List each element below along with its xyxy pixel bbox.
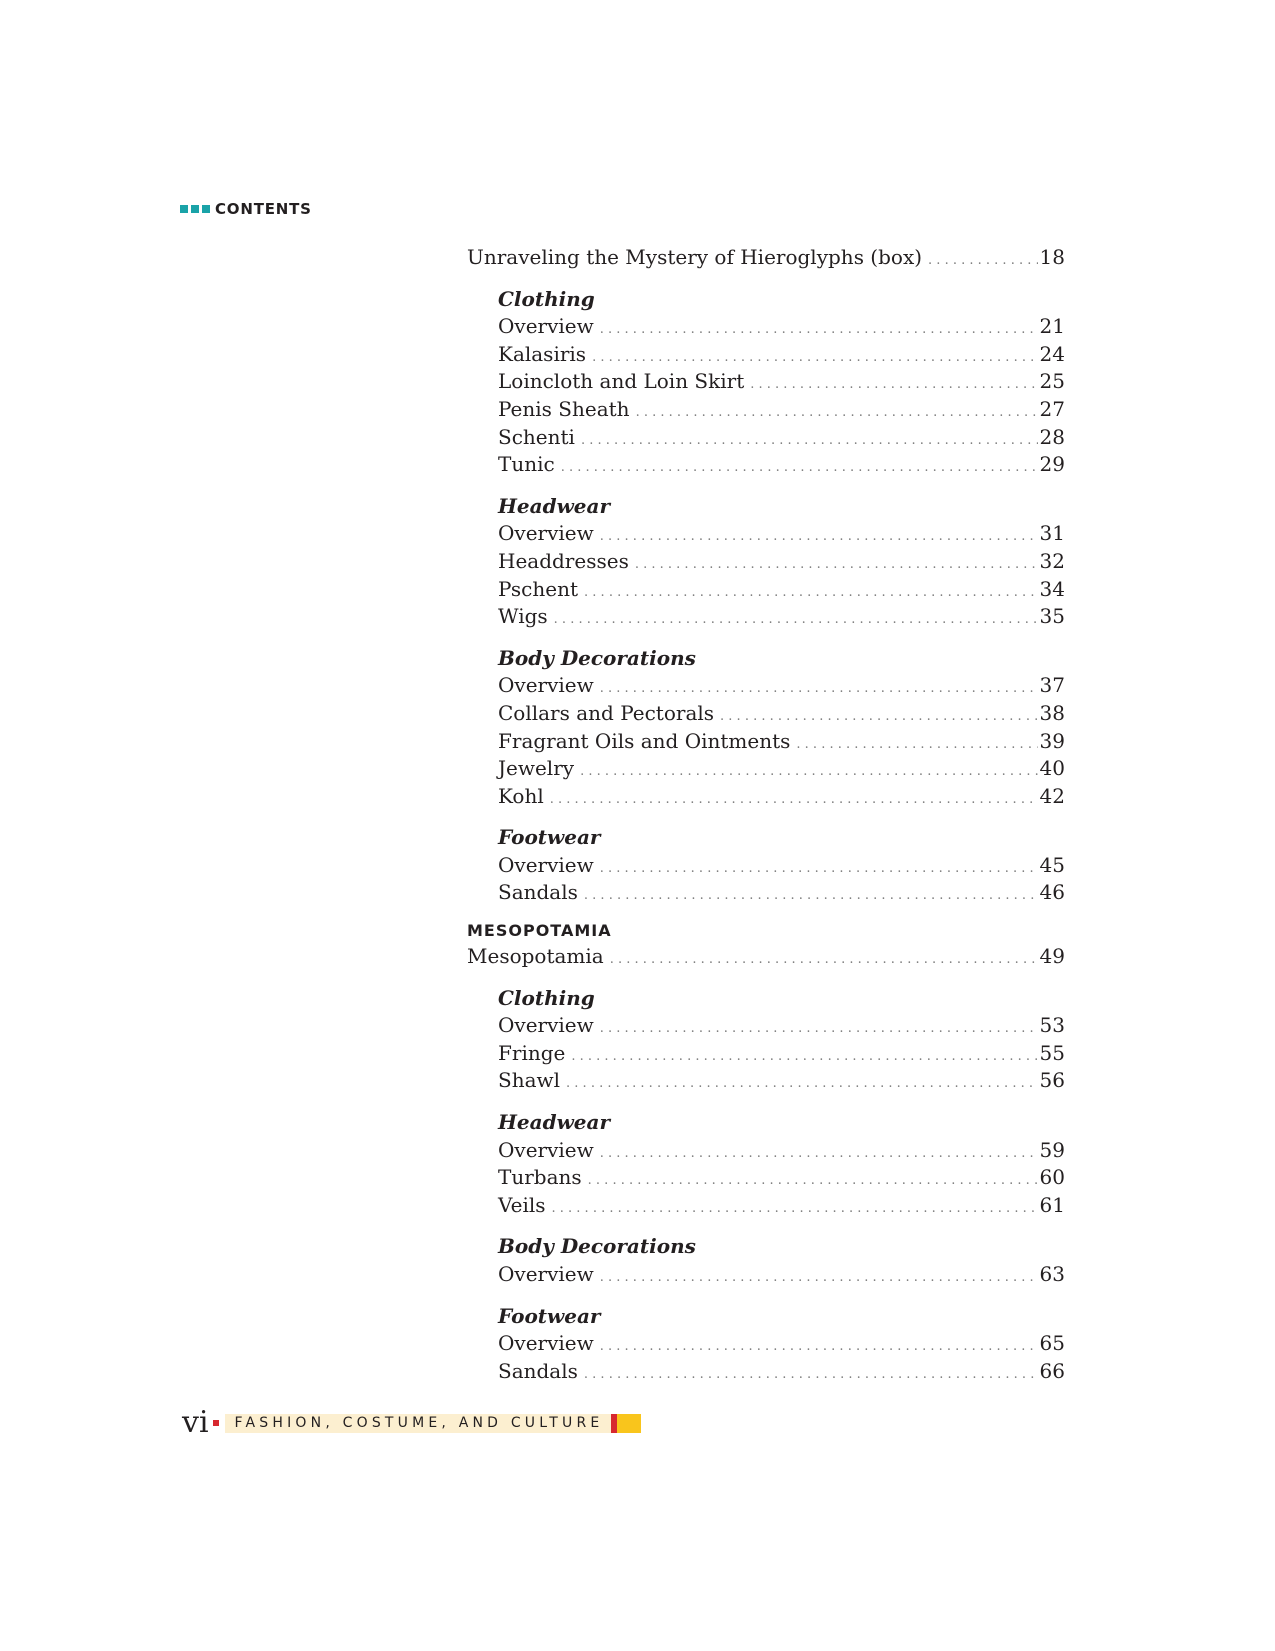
category-heading-clothing: Clothing [498,985,595,1010]
contents-label: CONTENTS [215,200,312,218]
dot-leader [561,454,1038,482]
dot-leader [636,399,1038,427]
toc-entry-label: Penis Sheath [498,396,630,421]
toc-page-number: 37 [1039,673,1065,698]
toc-entry-label: Tunic [498,452,555,477]
page-folio: vi [182,1405,209,1440]
toc-entry[interactable] [498,520,1065,548]
square-bullets-icon [180,205,210,213]
dot-leader [584,579,1038,607]
toc-entry[interactable] [498,341,1065,369]
dot-leader [592,344,1037,372]
toc-entry-label: Sandals [498,880,578,905]
toc-entry[interactable] [498,1040,1065,1068]
toc-entry[interactable] [498,396,1065,424]
dot-leader [600,523,1038,551]
toc-page-number: 53 [1039,1013,1065,1038]
page-footer [182,1405,641,1440]
toc-page-number: 61 [1039,1192,1065,1217]
category-heading-headwear: Headwear [498,1110,611,1135]
dot-leader [584,1361,1038,1389]
dot-leader [550,786,1038,814]
category-heading-footwear: Footwear [498,1303,601,1328]
dot-leader [600,1140,1038,1168]
toc-entry[interactable] [498,700,1065,728]
yellow-block-ornament [617,1414,641,1433]
dot-leader [600,1264,1038,1292]
toc-page-number: 28 [1039,424,1065,449]
toc-entry-label: Overview [498,1331,594,1356]
toc-page-number: 45 [1039,852,1065,877]
toc-page-number: 34 [1039,576,1065,601]
toc-entry[interactable] [498,603,1065,631]
toc-entry[interactable] [498,1164,1065,1192]
toc-entry-label: Loincloth and Loin Skirt [498,369,745,394]
toc-entry-label: Overview [498,1013,594,1038]
dot-leader [635,551,1038,579]
series-title-band [225,1414,612,1433]
toc-page-number: 49 [1039,944,1065,969]
toc-entry-label: Overview [498,1262,594,1286]
toc-entry[interactable] [498,879,1065,907]
dot-leader [580,758,1037,786]
running-head [180,200,312,218]
toc-entry-label: Overview [498,314,594,339]
toc-page-number: 25 [1039,369,1065,394]
toc-entry-mesopotamia[interactable] [467,943,1065,971]
toc-entry-label: Turbans [498,1165,582,1190]
dot-leader [600,1333,1038,1361]
toc-entry[interactable] [498,368,1065,396]
toc-page-number: 18 [1039,245,1065,269]
toc-page-number: 42 [1039,783,1065,808]
toc-page-number: 27 [1039,396,1065,421]
dot-leader [554,606,1038,634]
toc-page-number: 63 [1039,1262,1065,1286]
toc-entry[interactable] [498,424,1065,452]
dot-leader [600,855,1038,883]
toc-entry-label: Overview [498,852,594,877]
toc-entry[interactable] [498,548,1065,576]
dot-leader [928,247,1038,275]
category-heading-body-decorations: Body Decorations [498,1234,696,1259]
dot-leader [552,1195,1038,1223]
toc-entry-label: Kohl [498,783,544,808]
toc-page-number: 66 [1039,1358,1065,1383]
toc-page-number: 31 [1039,521,1065,546]
dot-leader [750,371,1037,399]
dot-leader [584,882,1038,910]
toc-entry-label: Fragrant Oils and Ointments [498,728,791,753]
toc-page-number: 24 [1039,341,1065,366]
dot-leader [720,703,1038,731]
toc-entry-label: Wigs [498,604,548,629]
dot-leader [600,316,1038,344]
toc-entry-hieroglyphs[interactable] [467,244,1065,272]
toc-page-number: 21 [1039,314,1065,339]
toc-page-number: 56 [1039,1068,1065,1093]
dot-leader [796,731,1037,759]
toc-entry[interactable] [498,783,1065,811]
series-title: FASHION, COSTUME, AND CULTURE [234,1415,604,1431]
section-heading-mesopotamia: MESOPOTAMIA [467,921,612,941]
dot-leader [610,946,1038,974]
toc-entry[interactable] [498,852,1065,880]
dot-leader [566,1070,1038,1098]
toc-entry[interactable] [498,1192,1065,1220]
toc-entry-label: Schenti [498,424,575,449]
toc-entry[interactable] [498,755,1065,783]
toc-entry[interactable] [498,313,1065,341]
dot-leader [600,675,1038,703]
toc-page-number: 65 [1039,1331,1065,1356]
toc-page-number: 46 [1039,880,1065,905]
toc-entry-label: Overview [498,1137,594,1162]
toc-entry[interactable] [498,1358,1065,1386]
red-square-icon [213,1420,219,1426]
toc-entry-label: Sandals [498,1358,578,1383]
category-heading-body-decorations: Body Decorations [498,645,696,670]
table-of-contents [467,244,1065,1385]
toc-entry-label: Overview [498,673,594,698]
toc-entry[interactable] [498,1261,1065,1289]
toc-entry-label: Mesopotamia [467,944,604,969]
category-heading-clothing: Clothing [498,286,595,311]
dot-leader [581,427,1038,455]
toc-entry-label: Headdresses [498,548,629,573]
toc-entry[interactable] [498,1012,1065,1040]
toc-entry-label: Overview [498,521,594,546]
toc-entry-label: Jewelry [498,756,575,781]
toc-page-number: 60 [1039,1165,1065,1190]
toc-entry-label: Kalasiris [498,341,587,366]
toc-page-number: 29 [1039,452,1065,477]
toc-entry[interactable] [498,1067,1065,1095]
dot-leader [600,1015,1038,1043]
category-heading-headwear: Headwear [498,493,611,518]
toc-entry-label: Unraveling the Mystery of Hieroglyphs (box) [467,245,923,269]
category-heading-footwear: Footwear [498,825,601,850]
toc-page-number: 40 [1039,756,1065,781]
toc-entry-label: Veils [498,1192,546,1217]
toc-entry[interactable] [498,672,1065,700]
toc-entry-label: Shawl [498,1068,561,1093]
toc-entry[interactable] [498,1330,1065,1358]
dot-leader [588,1167,1038,1195]
toc-page-number: 32 [1039,548,1065,573]
toc-page-number: 59 [1039,1137,1065,1162]
toc-entry[interactable] [498,576,1065,604]
toc-page-number: 35 [1039,604,1065,629]
toc-page-number: 39 [1039,728,1065,753]
toc-entry[interactable] [498,1137,1065,1165]
toc-page-number: 55 [1039,1040,1065,1065]
toc-entry-label: Fringe [498,1040,566,1065]
toc-entry-label: Pschent [498,576,579,601]
toc-entry[interactable] [498,728,1065,756]
toc-entry-label: Collars and Pectorals [498,700,715,725]
toc-page-number: 38 [1039,700,1065,725]
dot-leader [571,1043,1037,1071]
toc-entry[interactable] [498,451,1065,479]
